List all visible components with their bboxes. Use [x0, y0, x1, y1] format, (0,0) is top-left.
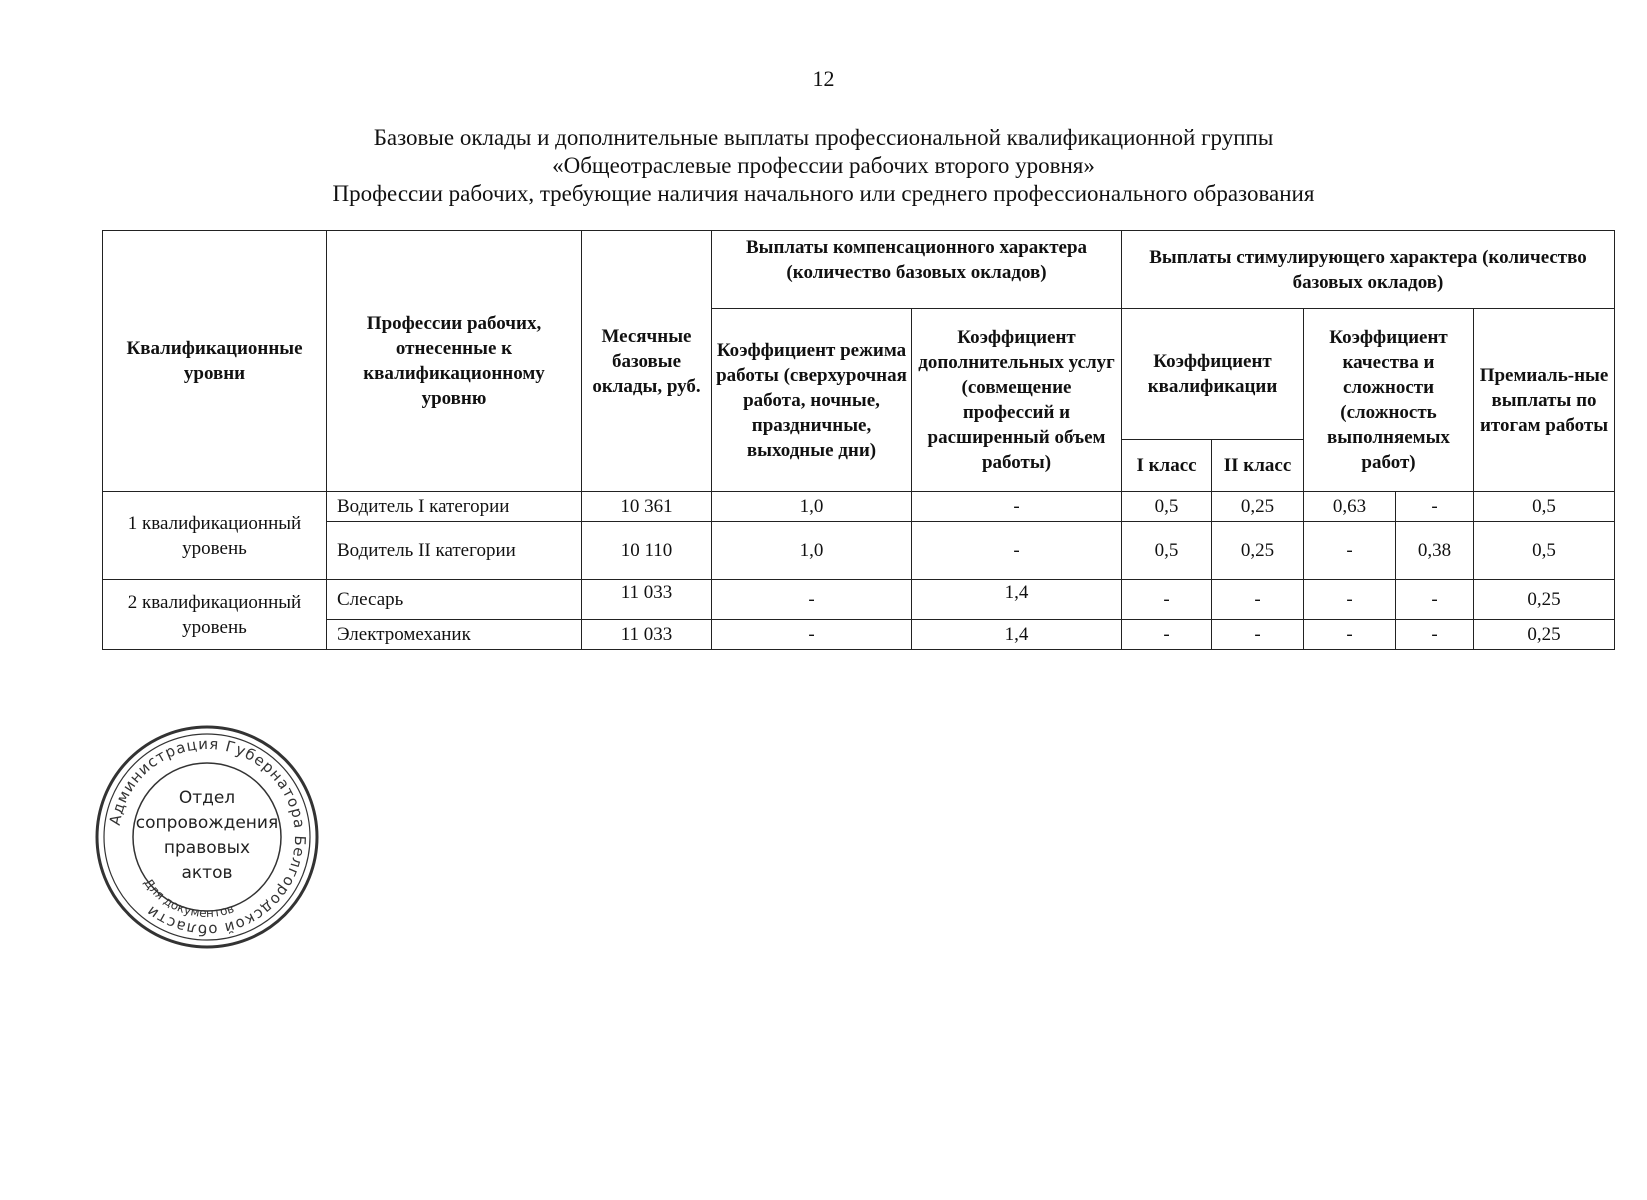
- bonus-cell: 0,25: [1474, 580, 1615, 620]
- class2-cell: 0,25: [1212, 522, 1304, 580]
- additional-cell: 1,4: [912, 620, 1122, 650]
- salary-table: [102, 230, 1615, 650]
- bonus-cell: 0,5: [1474, 522, 1615, 580]
- header-professions: Профессии рабочих, отнесенные к квалификационному уровню: [327, 231, 582, 492]
- header-monthly-salary: Месячные базовые оклады, руб.: [582, 231, 712, 492]
- header-bonus: Премиаль-ные выплаты по итогам работы: [1474, 309, 1615, 492]
- table-row: [103, 620, 1615, 650]
- quality-b-cell: 0,38: [1396, 522, 1474, 580]
- profession-cell: Электромеханик: [327, 620, 582, 650]
- stamp-center-line: актов: [181, 863, 233, 883]
- salary-cell: 10 361: [582, 492, 712, 522]
- class2-cell: -: [1212, 620, 1304, 650]
- bonus-cell: 0,25: [1474, 620, 1615, 650]
- title-line-2: «Общеотраслевые профессии рабочих второго уровня»: [552, 153, 1095, 178]
- header-qualification-coef: Коэффициент квалификации: [1122, 309, 1304, 440]
- header-class-2: II класс: [1212, 440, 1304, 492]
- page-number: 12: [812, 66, 835, 91]
- stamp-bottom-text: Для документов: [141, 875, 236, 921]
- header-row-1: [103, 231, 1615, 309]
- quality-b-cell: -: [1396, 580, 1474, 620]
- quality-a-cell: -: [1304, 620, 1396, 650]
- header-additional-services-coef: Коэффициент дополнительных услуг (совмещение профессий и расширенный объем работы): [912, 309, 1122, 492]
- header-stimulating-group: Выплаты стимулирующего характера (количество базовых окладов): [1122, 231, 1615, 309]
- table-row: [103, 522, 1615, 580]
- stamp-center-line: Отдел: [178, 788, 236, 808]
- additional-cell: -: [912, 522, 1122, 580]
- profession-cell: Водитель I категории: [327, 492, 582, 522]
- salary-cell: 11 033: [582, 620, 712, 650]
- header-class-1: I класс: [1122, 440, 1212, 492]
- class1-cell: -: [1122, 580, 1212, 620]
- work-mode-cell: -: [712, 620, 912, 650]
- work-mode-cell: -: [712, 580, 912, 620]
- profession-cell: Слесарь: [327, 580, 582, 620]
- salary-cell: 11 033: [582, 580, 712, 620]
- class2-cell: 0,25: [1212, 492, 1304, 522]
- title-line-3: Профессии рабочих, требующие наличия начального или среднего профессионального образования: [332, 181, 1315, 206]
- official-stamp: [92, 722, 322, 952]
- table-row: [103, 580, 1615, 620]
- class1-cell: 0,5: [1122, 492, 1212, 522]
- stamp-center-line: сопровождения: [135, 813, 279, 833]
- work-mode-cell: 1,0: [712, 522, 912, 580]
- level-cell: 1 квалификационный уровень: [103, 492, 327, 580]
- header-qual-levels: Квалификационные уровни: [103, 231, 327, 492]
- additional-cell: -: [912, 492, 1122, 522]
- quality-b-cell: -: [1396, 492, 1474, 522]
- header-quality-coef: Коэффициент качества и сложности (сложность выполняемых работ): [1304, 309, 1474, 492]
- quality-a-cell: -: [1304, 522, 1396, 580]
- table-row: [103, 492, 1615, 522]
- level-cell: 2 квалификационный уровень: [103, 580, 327, 650]
- quality-b-cell: -: [1396, 620, 1474, 650]
- bonus-cell: 0,5: [1474, 492, 1615, 522]
- additional-cell: 1,4: [912, 580, 1122, 620]
- work-mode-cell: 1,0: [712, 492, 912, 522]
- header-work-mode-coef: Коэффициент режима работы (сверхурочная работа, ночные, праздничные, выходные дни): [712, 309, 912, 492]
- quality-a-cell: 0,63: [1304, 492, 1396, 522]
- stamp-center: [130, 786, 284, 886]
- header-compensation-group: Выплаты компенсационного характера (количество базовых окладов): [712, 231, 1122, 309]
- class1-cell: 0,5: [1122, 522, 1212, 580]
- class1-cell: -: [1122, 620, 1212, 650]
- stamp-center-line: правовых: [163, 838, 251, 858]
- document-title: [0, 124, 1647, 208]
- quality-a-cell: -: [1304, 580, 1396, 620]
- salary-cell: 10 110: [582, 522, 712, 580]
- title-line-1: Базовые оклады и дополнительные выплаты профессиональной квалификационной группы: [373, 125, 1274, 150]
- profession-cell: Водитель II категории: [327, 522, 582, 580]
- stamp-ring-text: Администрация Губернатора Белгородской области: [105, 734, 310, 940]
- class2-cell: -: [1212, 580, 1304, 620]
